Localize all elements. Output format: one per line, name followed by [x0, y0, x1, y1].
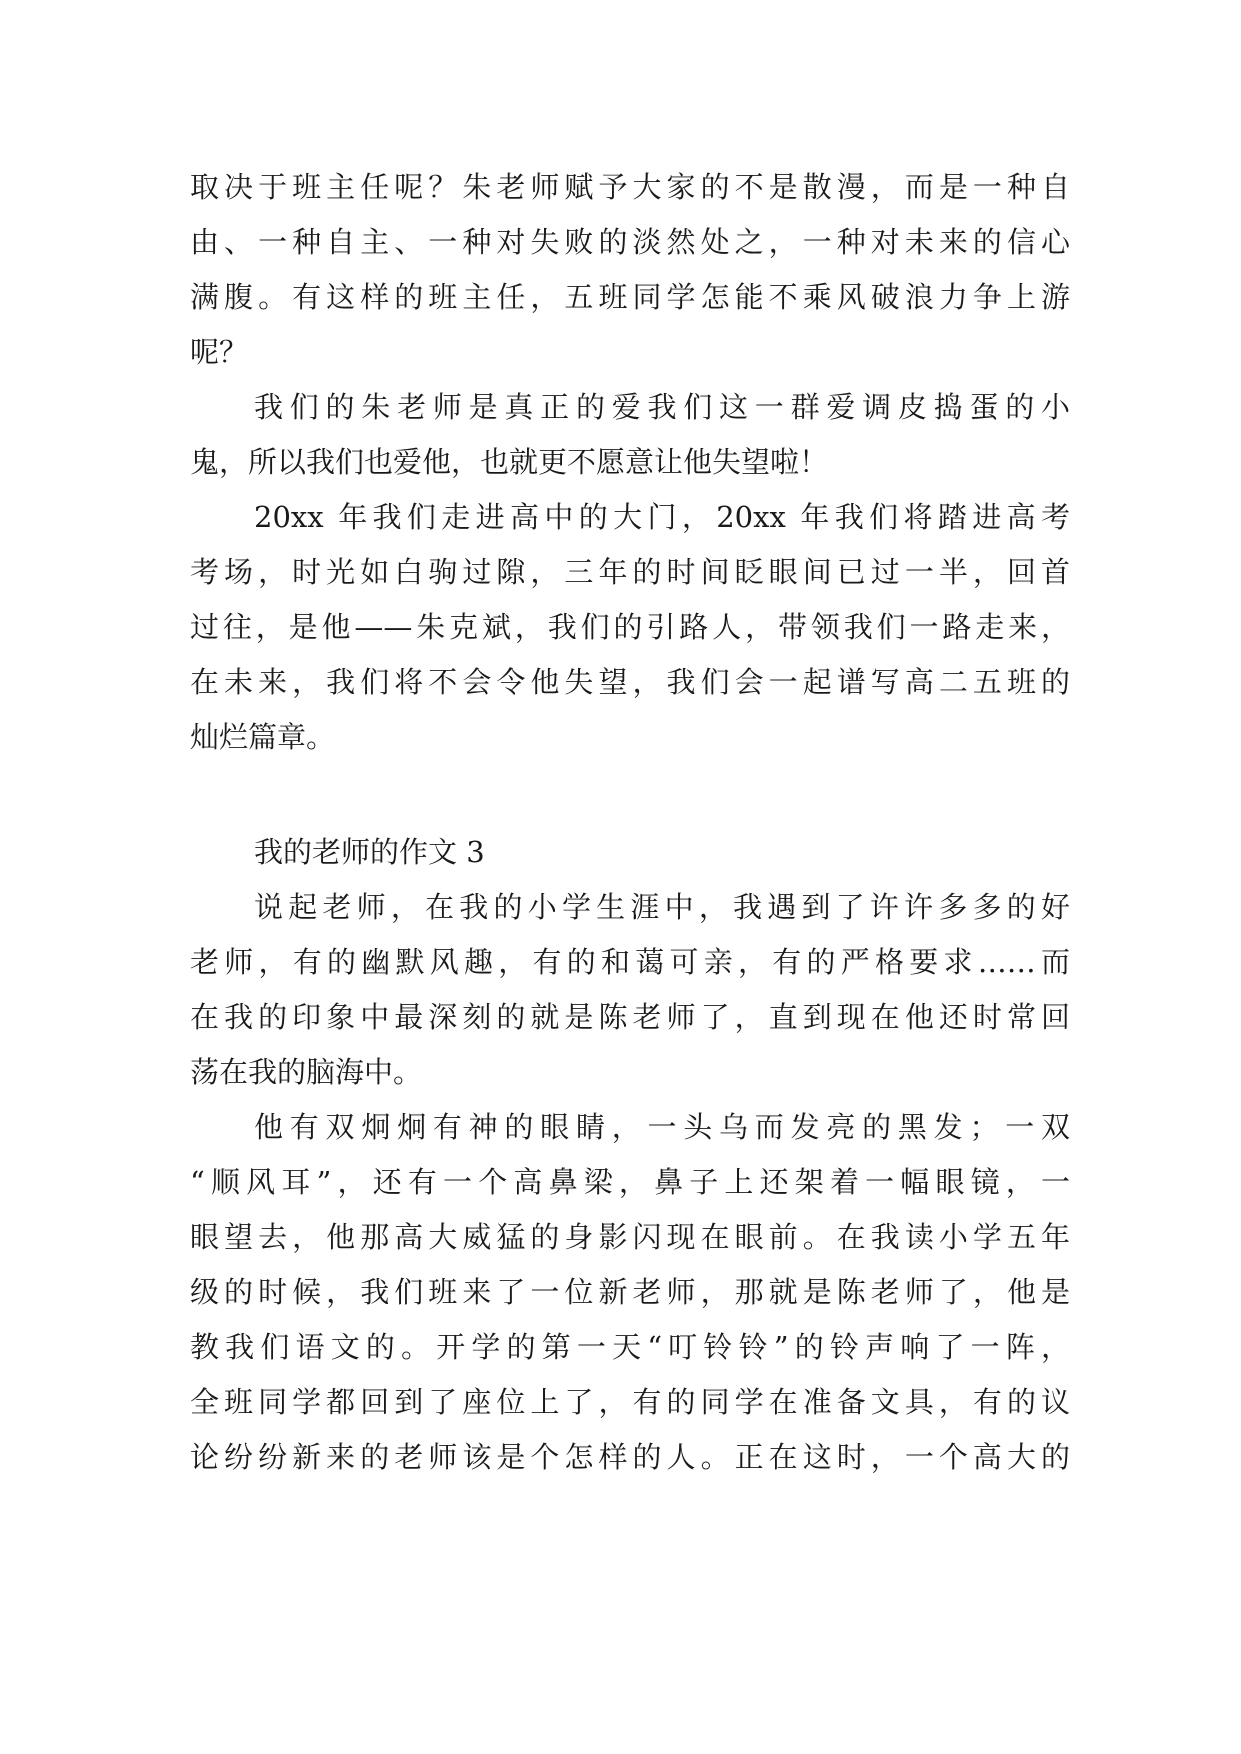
- text-line: 全班同学都回到了座位上了，有的同学在准备文具，有的议: [190, 1385, 1070, 1419]
- text-line: 鬼，所以我们也爱他，也就更不愿意让他失望啦！: [190, 445, 829, 479]
- text-line: 在我的印象中最深刻的就是陈老师了，直到现在他还时常回: [190, 1000, 1070, 1034]
- text-line: 说起老师，在我的小学生涯中，我遇到了许许多多的好: [254, 890, 1070, 924]
- text-line: 考场，时光如白驹过隙，三年的时间眨眼间已过一半，回首: [190, 555, 1070, 589]
- text-line: 级的时候，我们班来了一位新老师，那就是陈老师了，他是: [190, 1275, 1070, 1309]
- text-line: 取决于班主任呢？朱老师赋予大家的不是散漫，而是一种自: [190, 170, 1070, 204]
- text-line: 论纷纷新来的老师该是个怎样的人。正在这时，一个高大的: [190, 1440, 1070, 1474]
- text-line: 荡在我的脑海中。: [190, 1055, 423, 1089]
- text-line: 他有双炯炯有神的眼睛，一头乌而发亮的黑发；一双: [254, 1110, 1070, 1144]
- text-line: 教我们语文的。开学的第一天“叮铃铃”的铃声响了一阵，: [190, 1330, 1070, 1364]
- text-line: 呢？: [190, 335, 249, 369]
- text-line: 在未来，我们将不会令他失望，我们会一起谱写高二五班的: [190, 665, 1070, 699]
- text-line: 灿烂篇章。: [190, 720, 336, 754]
- text-line: 过往，是他——朱克斌，我们的引路人，带领我们一路走来，: [190, 610, 1070, 644]
- text-line: 满腹。有这样的班主任，五班同学怎能不乘风破浪力争上游: [190, 280, 1070, 314]
- text-line: 我们的朱老师是真正的爱我们这一群爱调皮捣蛋的小: [254, 390, 1070, 424]
- text-line: 20xx 年我们走进高中的大门，20xx 年我们将踏进高考: [254, 500, 1070, 534]
- text-line: 老师，有的幽默风趣，有的和蔼可亲，有的严格要求……而: [190, 945, 1070, 979]
- section-heading: 我的老师的作文 3: [254, 835, 485, 869]
- text-line: “顺风耳”，还有一个高鼻梁，鼻子上还架着一幅眼镜，一: [190, 1165, 1070, 1199]
- text-line: 由、一种自主、一种对失败的淡然处之，一种对未来的信心: [190, 225, 1070, 259]
- text-line: 眼望去，他那高大威猛的身影闪现在眼前。在我读小学五年: [190, 1220, 1070, 1254]
